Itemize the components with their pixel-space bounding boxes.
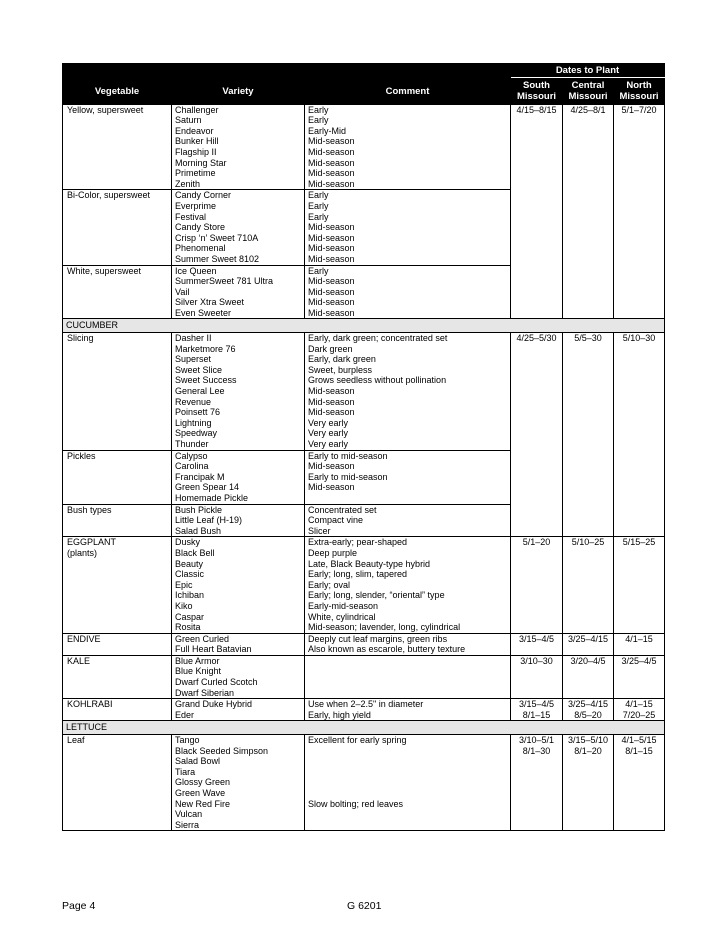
variety-name: Bush Pickle [175, 504, 223, 515]
comment-cell [305, 699, 511, 721]
variety-name: Superset [175, 354, 212, 365]
date-cell-south [511, 735, 563, 831]
variety-cell [172, 333, 305, 451]
planting-date: 4/1–15 [625, 699, 653, 710]
variety-name: Salad Bush [175, 525, 222, 536]
comment-text: Mid-season [308, 232, 355, 243]
variety-name: Tango [175, 735, 200, 746]
planting-date: 3/15–4/5 [518, 633, 555, 644]
variety-cell [172, 104, 305, 190]
comment-text: Mid-season [308, 253, 355, 264]
comment-text: Very early [308, 439, 349, 449]
planting-date: 3/10–30 [520, 655, 553, 666]
vegetable-cell [63, 699, 172, 721]
planting-date: 7/20–25 [622, 709, 656, 720]
date-cell-central [563, 699, 614, 721]
variety-name: Green Curled [175, 633, 230, 644]
variety-name: Primetime [175, 168, 216, 179]
header-vegetable: Vegetable [63, 64, 172, 105]
comment-cell [305, 104, 511, 190]
comment-cell [305, 265, 511, 319]
variety-name: Even Sweeter [175, 307, 232, 318]
comment-text: Mid-season [308, 222, 355, 233]
planting-date: 3/15–5/10 [567, 735, 609, 746]
variety-name: Tiara [175, 766, 196, 777]
comment-text: Early, high yield [308, 709, 371, 720]
vegetable-name: Yellow, supersweet [67, 104, 144, 115]
comment-cell [305, 333, 511, 451]
variety-name: Dasher II [175, 333, 212, 344]
comment-cell [305, 537, 511, 633]
vegetable-cell [63, 104, 172, 190]
vegetable-cell [63, 190, 172, 265]
comment-text: Mid-season; lavender, long, cylindrical [308, 622, 461, 633]
variety-name: Full Heart Batavian [175, 644, 252, 655]
comment-text: Early, dark green [308, 354, 376, 365]
variety-cell [172, 633, 305, 655]
comment-text: Early to mid-season [308, 471, 388, 482]
variety-name: Lightning [175, 417, 212, 428]
variety-name: Flagship II [175, 146, 217, 157]
document-code: G 6201 [347, 900, 382, 912]
date-cell-central [563, 633, 614, 655]
vegetable-cell [63, 633, 172, 655]
vegetable-name: KOHLRABI [67, 699, 113, 710]
planting-date: 5/10–25 [571, 537, 605, 548]
table-row [63, 333, 665, 451]
vegetable-cell [63, 450, 172, 504]
planting-date: 8/5–20 [574, 709, 602, 720]
date-cell-south [511, 655, 563, 698]
date-cell-south [511, 537, 563, 633]
date-cell-south [511, 699, 563, 721]
comment-cell [305, 655, 511, 698]
comment-cell [305, 504, 511, 537]
header-comment: Comment [305, 64, 511, 105]
table-row [63, 633, 665, 655]
variety-name: Thunder [175, 439, 209, 449]
planting-date: 5/15–25 [622, 537, 656, 548]
variety-name: Morning Star [175, 157, 227, 168]
variety-name: Blue Knight [175, 666, 222, 677]
variety-name: Endeavor [175, 125, 214, 136]
comment-text: Early [308, 104, 329, 115]
vegetable-name: (plants) [67, 547, 98, 558]
table-row [63, 699, 665, 721]
planting-date: 8/1–20 [574, 745, 602, 756]
table-row [63, 537, 665, 633]
vegetable-name: Pickles [67, 450, 96, 461]
table-row [63, 104, 665, 190]
vegetable-cell [63, 333, 172, 451]
date-cell-central [563, 104, 614, 319]
header-variety: Variety [172, 64, 305, 105]
variety-name: Vail [175, 286, 190, 297]
header-dates-to-plant: Dates to Plant [511, 64, 665, 78]
comment-text: Early to mid-season [308, 450, 388, 461]
planting-date: 5/1–7/20 [621, 104, 657, 115]
variety-name: Zenith [175, 178, 201, 189]
comment-text: Dark green [308, 343, 353, 354]
date-cell-north [614, 655, 665, 698]
variety-name: Calypso [175, 450, 208, 461]
vegetable-name: EGGPLANT [67, 537, 117, 548]
vegetable-name: ENDIVE [67, 633, 101, 644]
variety-name: Sweet Success [175, 375, 237, 386]
variety-cell [172, 450, 305, 504]
variety-name: Dwarf Curled Scotch [175, 677, 258, 688]
comment-text: Early [308, 265, 329, 276]
variety-name: Challenger [175, 104, 219, 115]
planting-table [62, 63, 665, 831]
variety-name: Phenomenal [175, 243, 226, 254]
planting-date: 5/5–30 [574, 333, 602, 344]
section-row [63, 721, 665, 735]
comment-text: Deep purple [308, 547, 358, 558]
comment-text: Mid-season [308, 157, 355, 168]
variety-name: Homemade Pickle [175, 492, 249, 503]
variety-name: Candy Corner [175, 190, 232, 201]
variety-name: Candy Store [175, 222, 226, 233]
section-label: CUCUMBER [63, 319, 665, 333]
planting-date: 8/1–15 [522, 709, 551, 720]
variety-name: Dwarf Siberian [175, 687, 235, 698]
variety-name: Green Spear 14 [175, 482, 240, 493]
planting-date: 8/1–15 [625, 745, 653, 756]
variety-name: Marketmore 76 [175, 343, 236, 354]
planting-date: 4/1–5/15 [621, 735, 657, 746]
comment-text: Early-Mid [308, 125, 347, 136]
comment-text: Also known as escarole, buttery texture [308, 644, 466, 655]
variety-name: Sweet Slice [175, 364, 223, 375]
comment-text: Extra-early; pear-shaped [308, 537, 408, 548]
comment-text: Sweet, burpless [308, 364, 373, 375]
variety-cell [172, 699, 305, 721]
comment-text: Very early [308, 428, 349, 439]
variety-name: SummerSweet 781 Ultra [175, 276, 274, 287]
planting-date: 5/1–20 [522, 537, 551, 548]
variety-name: Francipak M [175, 471, 225, 482]
planting-date: 3/20–4/5 [570, 655, 606, 666]
planting-date: 3/25–4/5 [621, 655, 657, 666]
planting-date: 4/25–5/30 [516, 333, 557, 344]
comment-text: Slicer [308, 525, 331, 536]
variety-name: Revenue [175, 396, 212, 407]
comment-text: Mid-season [308, 396, 355, 407]
vegetable-name: KALE [67, 655, 91, 666]
vegetable-cell [63, 655, 172, 698]
comment-text [308, 756, 507, 767]
comment-text: Early [308, 200, 329, 211]
table-row [63, 735, 665, 831]
comment-text: Early; long, slim, tapered [308, 569, 408, 580]
planting-date: 4/1–15 [625, 633, 653, 644]
variety-name: Sierra [175, 819, 200, 830]
comment-text [308, 746, 507, 757]
vegetable-cell [63, 265, 172, 319]
variety-name: General Lee [175, 386, 225, 397]
variety-name: Beauty [175, 558, 204, 569]
variety-name: Summer Sweet 8102 [175, 253, 260, 264]
comment-text [308, 767, 507, 778]
comment-text: Mid-season [308, 178, 355, 189]
comment-text: Concentrated set [308, 504, 377, 515]
comment-text: Mid-season [308, 297, 355, 308]
date-cell-south [511, 333, 563, 537]
variety-name: Ice Queen [175, 265, 217, 276]
date-cell-south [511, 104, 563, 319]
vegetable-cell [63, 735, 172, 831]
variety-cell [172, 537, 305, 633]
comment-text: Early [308, 115, 329, 126]
vegetable-name: Bi-Color, supersweet [67, 190, 151, 201]
variety-name: Poinsett 76 [175, 407, 221, 418]
variety-cell [172, 655, 305, 698]
variety-name: Bunker Hill [175, 136, 219, 147]
variety-name: Speedway [175, 428, 218, 439]
variety-name: Festival [175, 211, 207, 222]
comment-cell [305, 633, 511, 655]
comment-text: Mid-season [308, 146, 355, 157]
comment-text [308, 777, 507, 788]
comment-cell [305, 735, 511, 831]
header-north-missouri: North Missouri [614, 77, 665, 104]
comment-text: Early-mid-season [308, 600, 379, 611]
comment-text: Mid-season [308, 461, 355, 472]
vegetable-name: Bush types [67, 504, 112, 515]
date-cell-central [563, 333, 614, 537]
date-cell-north [614, 537, 665, 633]
comment-text: Use when 2–2.5" in diameter [308, 699, 424, 710]
comment-text: Early [308, 190, 329, 201]
comment-text: Mid-season [308, 136, 355, 147]
date-cell-central [563, 537, 614, 633]
variety-name: Kiko [175, 600, 193, 611]
variety-cell [172, 190, 305, 265]
planting-date: 3/25–4/15 [567, 699, 609, 710]
header-central-missouri: Central Missouri [563, 77, 614, 104]
vegetable-cell [63, 537, 172, 633]
planting-date: 5/10–30 [622, 333, 656, 344]
planting-date: 3/25–4/15 [567, 633, 609, 644]
variety-name: Little Leaf (H-19) [175, 515, 243, 526]
comment-text: Mid-season [308, 168, 355, 179]
header-south-missouri: South Missouri [511, 77, 563, 104]
planting-date: 3/15–4/5 [518, 699, 555, 710]
planting-date: 4/15–8/15 [516, 104, 557, 115]
section-row [63, 319, 665, 333]
comment-text: Early [308, 211, 329, 222]
comment-text: Early; oval [308, 579, 351, 590]
page-number: Page 4 [62, 900, 96, 912]
comment-text: Mid-season [308, 243, 355, 254]
date-cell-central [563, 735, 614, 831]
comment-text: Mid-season [308, 482, 355, 493]
date-cell-north [614, 699, 665, 721]
variety-name: Grand Duke Hybrid [175, 699, 253, 710]
variety-name: Carolina [175, 461, 209, 472]
comment-cell [305, 450, 511, 504]
variety-name: Eder [175, 709, 195, 720]
date-cell-north [614, 104, 665, 319]
variety-name: Green Wave [175, 788, 226, 798]
comment-text: Early; long, slender, “oriental” type [308, 590, 445, 601]
variety-name: Rosita [175, 622, 201, 633]
planting-table-page [62, 63, 664, 831]
variety-name: Ichiban [175, 590, 205, 601]
comment-cell [305, 190, 511, 265]
table-row [63, 655, 665, 698]
variety-name: Everprime [175, 200, 217, 211]
variety-name: New Red Fire [175, 798, 231, 809]
table-body [63, 104, 665, 831]
variety-name: Blue Armor [175, 655, 220, 666]
variety-name: Classic [175, 569, 205, 580]
comment-text: Slow bolting; red leaves [308, 798, 404, 809]
date-cell-south [511, 633, 563, 655]
date-cell-north [614, 735, 665, 831]
comment-text: Excellent for early spring [308, 735, 407, 746]
comment-text: White, cylindrical [308, 611, 376, 622]
variety-name: Glossy Green [175, 777, 231, 788]
comment-text: Compact vine [308, 515, 364, 526]
comment-text [308, 788, 507, 799]
variety-cell [172, 735, 305, 831]
vegetable-name: White, supersweet [67, 265, 142, 276]
comment-text: Mid-season [308, 286, 355, 297]
comment-text: Mid-season [308, 386, 355, 397]
variety-name: Crisp ‘n’ Sweet 710A [175, 232, 259, 243]
vegetable-name: Slicing [67, 333, 94, 344]
date-cell-north [614, 333, 665, 537]
variety-cell [172, 504, 305, 537]
comment-text: Deeply cut leaf margins, green ribs [308, 633, 448, 644]
variety-name: Saturn [175, 115, 202, 126]
date-cell-north [614, 633, 665, 655]
comment-text: Mid-season [308, 407, 355, 418]
variety-name: Black Bell [175, 547, 215, 558]
variety-name: Black Seeded Simpson [175, 745, 269, 756]
vegetable-name: Leaf [67, 735, 85, 746]
date-cell-central [563, 655, 614, 698]
planting-date: 4/25–8/1 [570, 104, 606, 115]
section-label: LETTUCE [63, 721, 665, 735]
variety-name: Vulcan [175, 809, 203, 820]
comment-text: Very early [308, 417, 349, 428]
variety-name: Salad Bowl [175, 756, 221, 767]
comment-text: Mid-season [308, 276, 355, 287]
planting-date: 8/1–30 [522, 745, 551, 756]
planting-date: 3/10–5/1 [518, 735, 555, 746]
comment-text: Grows seedless without pollination [308, 375, 447, 386]
variety-name: Epic [175, 579, 193, 590]
variety-name: Silver Xtra Sweet [175, 297, 245, 308]
comment-text: Late, Black Beauty-type hybrid [308, 558, 431, 569]
variety-cell [172, 265, 305, 319]
variety-name: Dusky [175, 537, 201, 548]
variety-name: Caspar [175, 611, 205, 622]
vegetable-cell [63, 504, 172, 537]
comment-text: Mid-season [308, 307, 355, 318]
comment-text: Early, dark green; concentrated set [308, 333, 448, 344]
